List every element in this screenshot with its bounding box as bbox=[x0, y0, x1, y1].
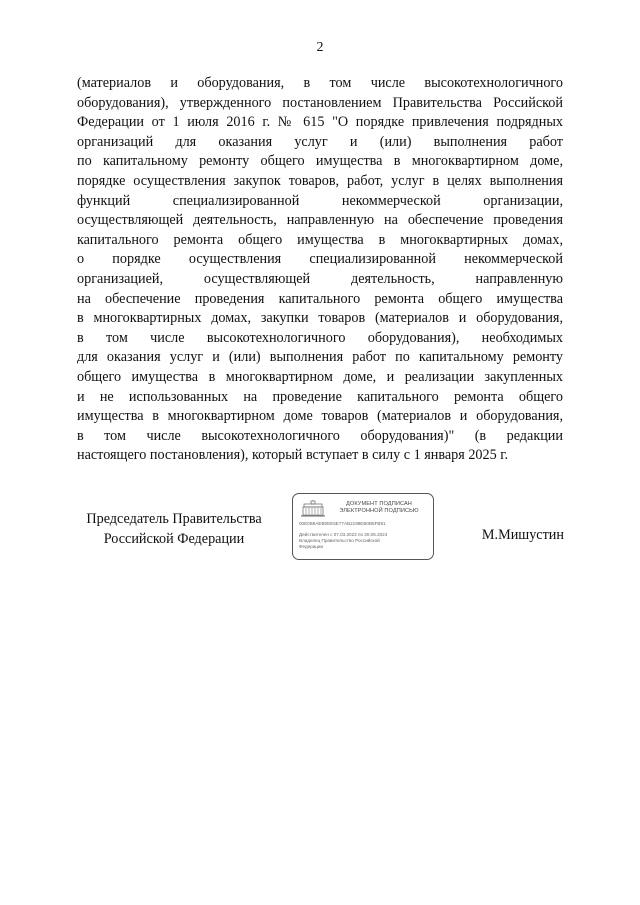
body-line: на обеспечение проведения капитального ремонта общего имущества bbox=[77, 290, 563, 307]
signatory-title bbox=[77, 510, 271, 549]
body-line: и не использованных на проведение капитального ремонта общего bbox=[77, 388, 563, 405]
signatory-title-line2: Российской Федерации bbox=[103, 530, 245, 547]
body-line: оборудования), утвержденного постановлением Правительства Российской bbox=[77, 94, 563, 111]
body-line: порядке осуществления закупок товаров, работ, услуг в целях выполнения bbox=[77, 172, 563, 189]
body-line: по капитальному ремонту общего имущества в многоквартирном доме, bbox=[77, 153, 563, 170]
body-line: для оказания услуг и (или) выполнения работ по капитальному ремонту bbox=[77, 349, 563, 366]
body-line: в том числе высокотехнологичного оборудования)" (в редакции bbox=[77, 427, 563, 444]
stamp-title-line1: ДОКУМЕНТ ПОДПИСАН bbox=[346, 501, 412, 507]
stamp-validity: Действителен с 07.03.2023 по 30.05.2024 bbox=[299, 532, 388, 537]
government-building-icon bbox=[300, 500, 326, 518]
stamp-title-line2: ЭЛЕКТРОННОЙ ПОДПИСЬЮ bbox=[339, 508, 419, 514]
body-line: организацией, осуществляющей деятельность, направленную bbox=[77, 270, 563, 287]
body-line: осуществляющей деятельность, направленную на обеспечение проведения bbox=[77, 212, 563, 229]
body-line: (материалов и оборудования, в том числе высокотехнологичного bbox=[77, 75, 563, 91]
body-line: функций специализированной некоммерческой организации, bbox=[77, 192, 563, 209]
page-number: 2 bbox=[316, 40, 324, 55]
body-line: общего имущества в многоквартирном доме, и реализации закупленных bbox=[77, 368, 563, 385]
body-line: имущества в многоквартирном доме товаров (материалов и оборудования, bbox=[77, 408, 563, 425]
body-line: настоящего постановления), который вступает в силу с 1 января 2025 г. bbox=[77, 447, 509, 464]
stamp-certificate: 00E0B9AEB0EE5E77AB2198EB0B5FB91 bbox=[299, 521, 386, 526]
body-line: Федерации от 1 июля 2016 г. № 615 "О порядке привлечения подрядных bbox=[77, 114, 563, 131]
stamp-title bbox=[327, 501, 431, 515]
body-line: в том числе высокотехнологичного оборудования), необходимых bbox=[77, 329, 563, 346]
signatory-name: М.Мишустин bbox=[481, 527, 564, 543]
stamp-owner bbox=[299, 538, 380, 549]
stamp-owner-line2: Федерации bbox=[299, 543, 324, 549]
body-line: в многоквартирных домах, закупки товаров (материалов и оборудования, bbox=[77, 310, 563, 327]
body-line: организаций для оказания услуг и (или) выполнения работ bbox=[77, 133, 563, 150]
body-line: о порядке осуществления специализированной некоммерческой bbox=[77, 251, 563, 268]
document-body bbox=[77, 74, 563, 466]
electronic-signature-stamp bbox=[292, 493, 434, 560]
body-line: капитального ремонта общего имущества в многоквартирных домах, bbox=[77, 231, 563, 248]
stamp-owner-line1: Владелец Правительство Российской bbox=[299, 538, 380, 543]
signatory-title-line1: Председатель Правительства bbox=[86, 511, 262, 527]
